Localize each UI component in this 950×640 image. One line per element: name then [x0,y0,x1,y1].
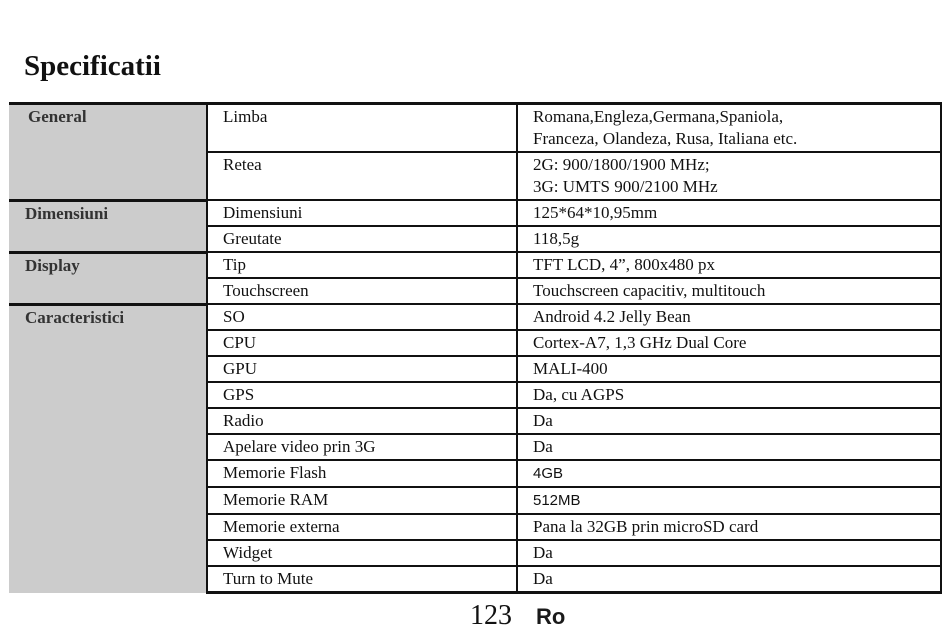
spec-label: CPU [207,330,517,356]
table-row [9,104,941,153]
spec-value: MALI-400 [517,356,941,382]
spec-value: Da [517,408,941,434]
spec-value: Da, cu AGPS [517,382,941,408]
category-display: Display [9,252,207,304]
spec-value: Touchscreen capacitiv, multitouch [517,278,941,304]
spec-label: Apelare video prin 3G [207,434,517,460]
spec-value [517,152,941,200]
category-caracteristici: Caracteristici [9,304,207,593]
spec-value-line: Romana,Engleza,Germana,Spaniola, [533,107,784,126]
spec-table [9,102,942,594]
spec-label: Dimensiuni [207,200,517,226]
spec-value: 118,5g [517,226,941,252]
spec-label: Tip [207,252,517,278]
spec-label: Widget [207,540,517,566]
spec-value: Pana la 32GB prin microSD card [517,514,941,540]
page-number: 123 [470,600,512,631]
spec-label: Memorie externa [207,514,517,540]
spec-value-line: 2G: 900/1800/1900 MHz; [533,155,710,174]
spec-value-line: 3G: UMTS 900/2100 MHz [533,177,718,196]
spec-value: 125*64*10,95mm [517,200,941,226]
spec-label: SO [207,304,517,330]
spec-label: Greutate [207,226,517,252]
table-row [9,252,941,278]
category-dimensiuni: Dimensiuni [9,200,207,252]
category-general: General [9,104,207,201]
spec-value [517,104,941,153]
page-title: Specificatii [24,50,161,82]
spec-value: Da [517,566,941,593]
table-row [9,304,941,330]
spec-label: Retea [207,152,517,200]
spec-label: GPU [207,356,517,382]
spec-value-text: 4GB [533,465,564,482]
spec-value [517,487,941,514]
spec-label: Touchscreen [207,278,517,304]
spec-value: Da [517,434,941,460]
spec-label: Memorie RAM [207,487,517,514]
spec-value-line: Franceza, Olandeza, Rusa, Italiana etc. [533,129,798,148]
spec-label: Memorie Flash [207,460,517,487]
spec-label: Radio [207,408,517,434]
table-row [9,200,941,226]
spec-label: Turn to Mute [207,566,517,593]
spec-value-text: 512MB [533,492,581,509]
spec-value: TFT LCD, 4”, 800x480 px [517,252,941,278]
spec-value: Android 4.2 Jelly Bean [517,304,941,330]
spec-label: GPS [207,382,517,408]
page-language: Ro [536,604,566,629]
spec-value: Cortex-A7, 1,3 GHz Dual Core [517,330,941,356]
spec-value [517,460,941,487]
spec-value: Da [517,540,941,566]
spec-label: Limba [207,104,517,153]
